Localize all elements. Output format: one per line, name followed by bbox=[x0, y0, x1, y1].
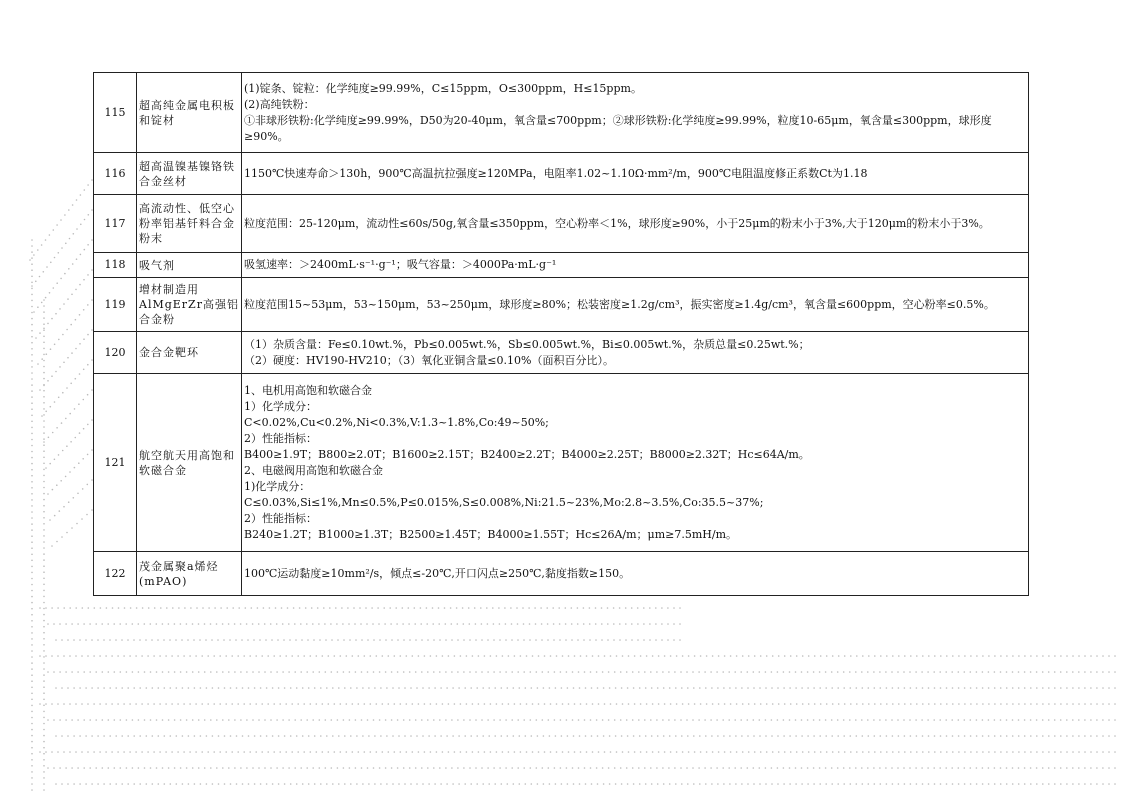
row-number: 116 bbox=[94, 153, 137, 195]
spec-line: 1150℃快速寿命＞130h，900℃高温抗拉强度≥120MPa，电阻率1.02~1.10Ω·mm²/m，900℃电阻温度修正系数Ct为1.18 bbox=[244, 166, 868, 180]
spec-line: 2、电磁阀用高饱和软磁合金 bbox=[244, 463, 383, 477]
product-name: 吸气剂 bbox=[137, 253, 242, 278]
spec-line: 1、电机用高饱和软磁合金 bbox=[244, 383, 372, 397]
spec-table bbox=[93, 72, 1029, 596]
table-row bbox=[94, 153, 1029, 195]
spec-line: 1)化学成分： bbox=[244, 479, 311, 493]
spec-cell bbox=[242, 253, 1029, 278]
spec-line: C≤0.03%,Si≤1%,Mn≤0.5%,P≤0.015%,S≤0.008%,Ni:21.5~23%,Mo:2.8~3.5%,Co:35.5~37%; bbox=[244, 495, 764, 509]
product-name: 金合金靶环 bbox=[137, 332, 242, 374]
table-row bbox=[94, 374, 1029, 552]
row-number: 118 bbox=[94, 253, 137, 278]
spec-line: 100℃运动黏度≥10mm²/s，倾点≤-20℃,开口闪点≥250℃,黏度指数≥150。 bbox=[244, 566, 631, 580]
spec-cell bbox=[242, 278, 1029, 332]
spec-line: （2）硬度：HV190-HV210；（3）氧化亚铜含量≤0.10%（面积百分比）。 bbox=[244, 353, 614, 367]
spec-line: 吸氢速率：＞2400mL·s⁻¹·g⁻¹；吸气容量：＞4000Pa·mL·g⁻¹ bbox=[244, 258, 557, 271]
row-number: 117 bbox=[94, 195, 137, 253]
table-row bbox=[94, 195, 1029, 253]
product-name: 增材制造用AlMgErZr高强铝合金粉 bbox=[137, 278, 242, 332]
row-number: 119 bbox=[94, 278, 137, 332]
table-row bbox=[94, 73, 1029, 153]
product-name: 超高纯金属电积板和锭材 bbox=[137, 73, 242, 153]
product-name: 航空航天用高饱和软磁合金 bbox=[137, 374, 242, 552]
spec-cell bbox=[242, 73, 1029, 153]
table-row bbox=[94, 253, 1029, 278]
spec-cell bbox=[242, 374, 1029, 552]
row-number: 115 bbox=[94, 73, 137, 153]
row-number: 121 bbox=[94, 374, 137, 552]
table-row bbox=[94, 278, 1029, 332]
table-row bbox=[94, 332, 1029, 374]
spec-line: 2）性能指标： bbox=[244, 431, 317, 445]
spec-line: 粒度范围15~53μm，53~150μm，53~250μm，球形度≥80%；松装密度≥1.2g/cm³，振实密度≥1.4g/cm³，氧含量≤600ppm，空心粉率≤0.5%。 bbox=[244, 297, 995, 311]
spec-cell bbox=[242, 195, 1029, 253]
spec-line: (1)锭条、锭粒：化学纯度≥99.99%，C≤15ppm，O≤300ppm，H≤15ppm。 bbox=[244, 81, 642, 95]
table-row bbox=[94, 552, 1029, 596]
spec-cell bbox=[242, 153, 1029, 195]
spec-line: ①非球形铁粉:化学纯度≥99.99%，D50为20-40μm，氧含量≤700ppm；②球形铁粉:化学纯度≥99.99%，粒度10-65μm，氧含量≤300ppm，球形度≥90%。 bbox=[244, 113, 992, 143]
spec-line: B400≥1.9T；B800≥2.0T；B1600≥2.15T；B2400≥2.2T；B4000≥2.25T；B8000≥2.32T；Hc≤64A/m。 bbox=[244, 447, 810, 461]
product-name: 超高温镍基镍铬铁合金丝材 bbox=[137, 153, 242, 195]
row-number: 120 bbox=[94, 332, 137, 374]
spec-line: B240≥1.2T；B1000≥1.3T；B2500≥1.45T；B4000≥1.55T；Hc≤26A/m；μm≥7.5mH/m。 bbox=[244, 527, 737, 541]
product-name: 茂金属聚a烯烃(mPAO) bbox=[137, 552, 242, 596]
row-number: 122 bbox=[94, 552, 137, 596]
spec-line: 粒度范围：25-120μm，流动性≤60s/50g,氧含量≤350ppm，空心粉率＜1%，球形度≥90%，小于25μm的粉末小于3%,大于120μm的粉末小于3%。 bbox=[244, 216, 990, 230]
spec-line: C<0.02%,Cu<0.2%,Ni<0.3%,V:1.3~1.8%,Co:49~50%; bbox=[244, 415, 549, 429]
spec-table-body bbox=[94, 73, 1029, 596]
spec-line: (2)高纯铁粉： bbox=[244, 97, 315, 111]
product-name: 高流动性、低空心粉率铝基钎料合金粉末 bbox=[137, 195, 242, 253]
spec-line: 1）化学成分： bbox=[244, 399, 317, 413]
spec-cell bbox=[242, 552, 1029, 596]
spec-cell bbox=[242, 332, 1029, 374]
spec-line: 2）性能指标： bbox=[244, 511, 317, 525]
spec-line: （1）杂质含量：Fe≤0.10wt.%，Pb≤0.005wt.%，Sb≤0.005wt.%，Bi≤0.005wt.%，杂质总量≤0.25wt.%； bbox=[244, 337, 810, 351]
